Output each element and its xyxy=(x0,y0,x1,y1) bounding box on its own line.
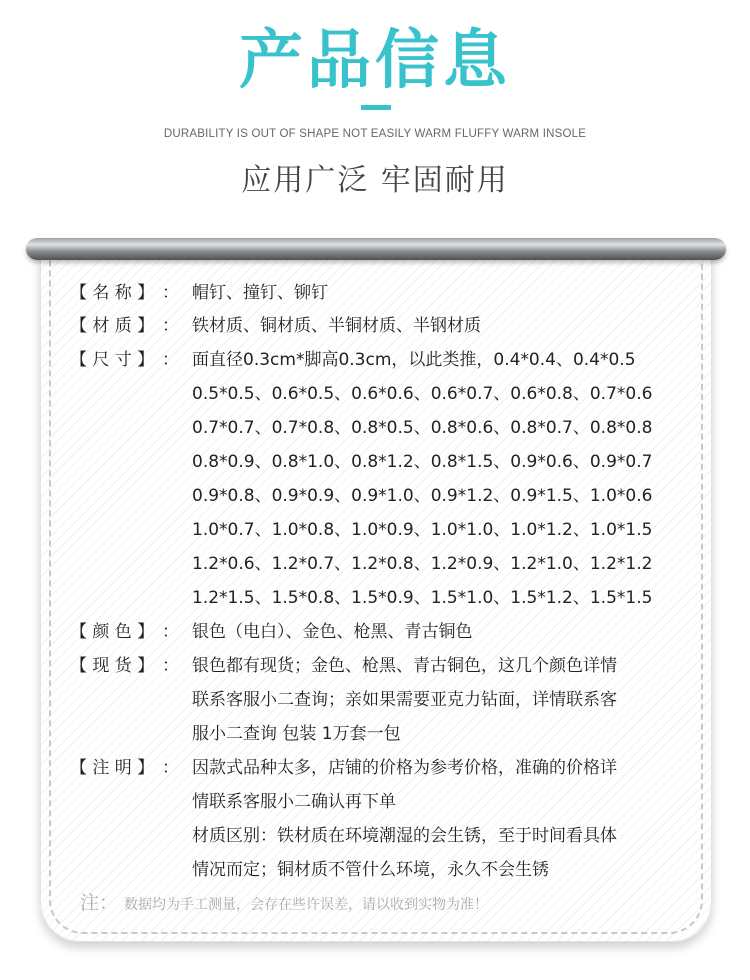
info-colon: ： xyxy=(162,316,179,336)
info-colon: ： xyxy=(162,350,179,370)
info-label: 【 名 称 】 xyxy=(70,283,155,303)
stock-line: 联系客服小二查询；亲如果需要亚克力钻面，详情联系客 xyxy=(192,690,617,710)
size-line: 1.2*0.6、1.2*0.7、1.2*0.8、1.2*0.9、1.2*1.0、1.2*1.2 xyxy=(192,554,653,574)
stock-line: 服小二查询 包装 1万套一包 xyxy=(192,724,401,744)
info-value: 银色（电白）、金色、枪黑、青古铜色 xyxy=(192,622,473,642)
size-line: 0.7*0.7、0.7*0.8、0.8*0.5、0.8*0.6、0.8*0.7、0.8*0.8 xyxy=(192,418,653,438)
size-line: 0.8*0.9、0.8*1.0、0.8*1.2、0.8*1.5、0.9*0.6、0.9*0.7 xyxy=(192,452,653,472)
size-line: 1.0*0.7、1.0*0.8、1.0*0.9、1.0*1.0、1.0*1.2、1.0*1.5 xyxy=(192,520,653,540)
note-text: 数据均为手工测量，会存在些许误差，请以收到实物为准！ xyxy=(124,897,489,913)
page-title: 产品信息 xyxy=(239,24,511,98)
info-label: 【 注 明 】 xyxy=(70,758,155,778)
size-line: 0.9*0.8、0.9*0.9、0.9*1.0、0.9*1.2、0.9*1.5、1.0*0.6 xyxy=(192,486,653,506)
measurement-note xyxy=(80,886,488,920)
size-line: 1.2*1.5、1.5*0.8、1.5*0.9、1.5*1.0、1.5*1.2、1.5*1.5 xyxy=(192,588,653,608)
info-value: 因款式品种太多，店铺的价格为参考价格，准确的价格详 xyxy=(192,758,617,778)
hanging-rod xyxy=(26,238,726,260)
info-colon: ： xyxy=(162,758,179,778)
title-underline xyxy=(361,105,391,110)
info-colon: ： xyxy=(162,283,179,303)
slogan: 应用广泛 牢固耐用 xyxy=(241,163,509,198)
info-colon: ： xyxy=(162,656,179,676)
remark-line: 情联系客服小二确认再下单 xyxy=(192,792,396,812)
info-value: 铁材质、铜材质、半铜材质、半钢材质 xyxy=(192,316,481,336)
english-subtitle: DURABILITY IS OUT OF SHAPE NOT EASILY WARM FLUFFY WARM INSOLE xyxy=(163,128,587,140)
info-value: 银色都有现货；金色、枪黑、青古铜色，这几个颜色详情 xyxy=(192,656,617,676)
size-line: 0.5*0.5、0.6*0.5、0.6*0.6、0.6*0.7、0.6*0.8、0.7*0.6 xyxy=(192,384,653,404)
info-label: 【 颜 色 】 xyxy=(70,622,155,642)
info-label: 【 材 质 】 xyxy=(70,316,155,336)
info-value: 帽钉、撞钉、铆钉 xyxy=(192,283,328,303)
remark-line: 材质区别：铁材质在环境潮湿的会生锈，至于时间看具体 xyxy=(192,826,617,846)
remark-line: 情况而定；铜材质不管什么环境，永久不会生锈 xyxy=(192,860,549,880)
info-label: 【 现 货 】 xyxy=(70,656,155,676)
size-line: 面直径0.3cm*脚高0.3cm，以此类推，0.4*0.4、0.4*0.5 xyxy=(192,350,636,370)
info-label: 【 尺 寸 】 xyxy=(70,350,155,370)
note-prefix: 注： xyxy=(80,892,119,914)
info-colon: ： xyxy=(162,622,179,642)
